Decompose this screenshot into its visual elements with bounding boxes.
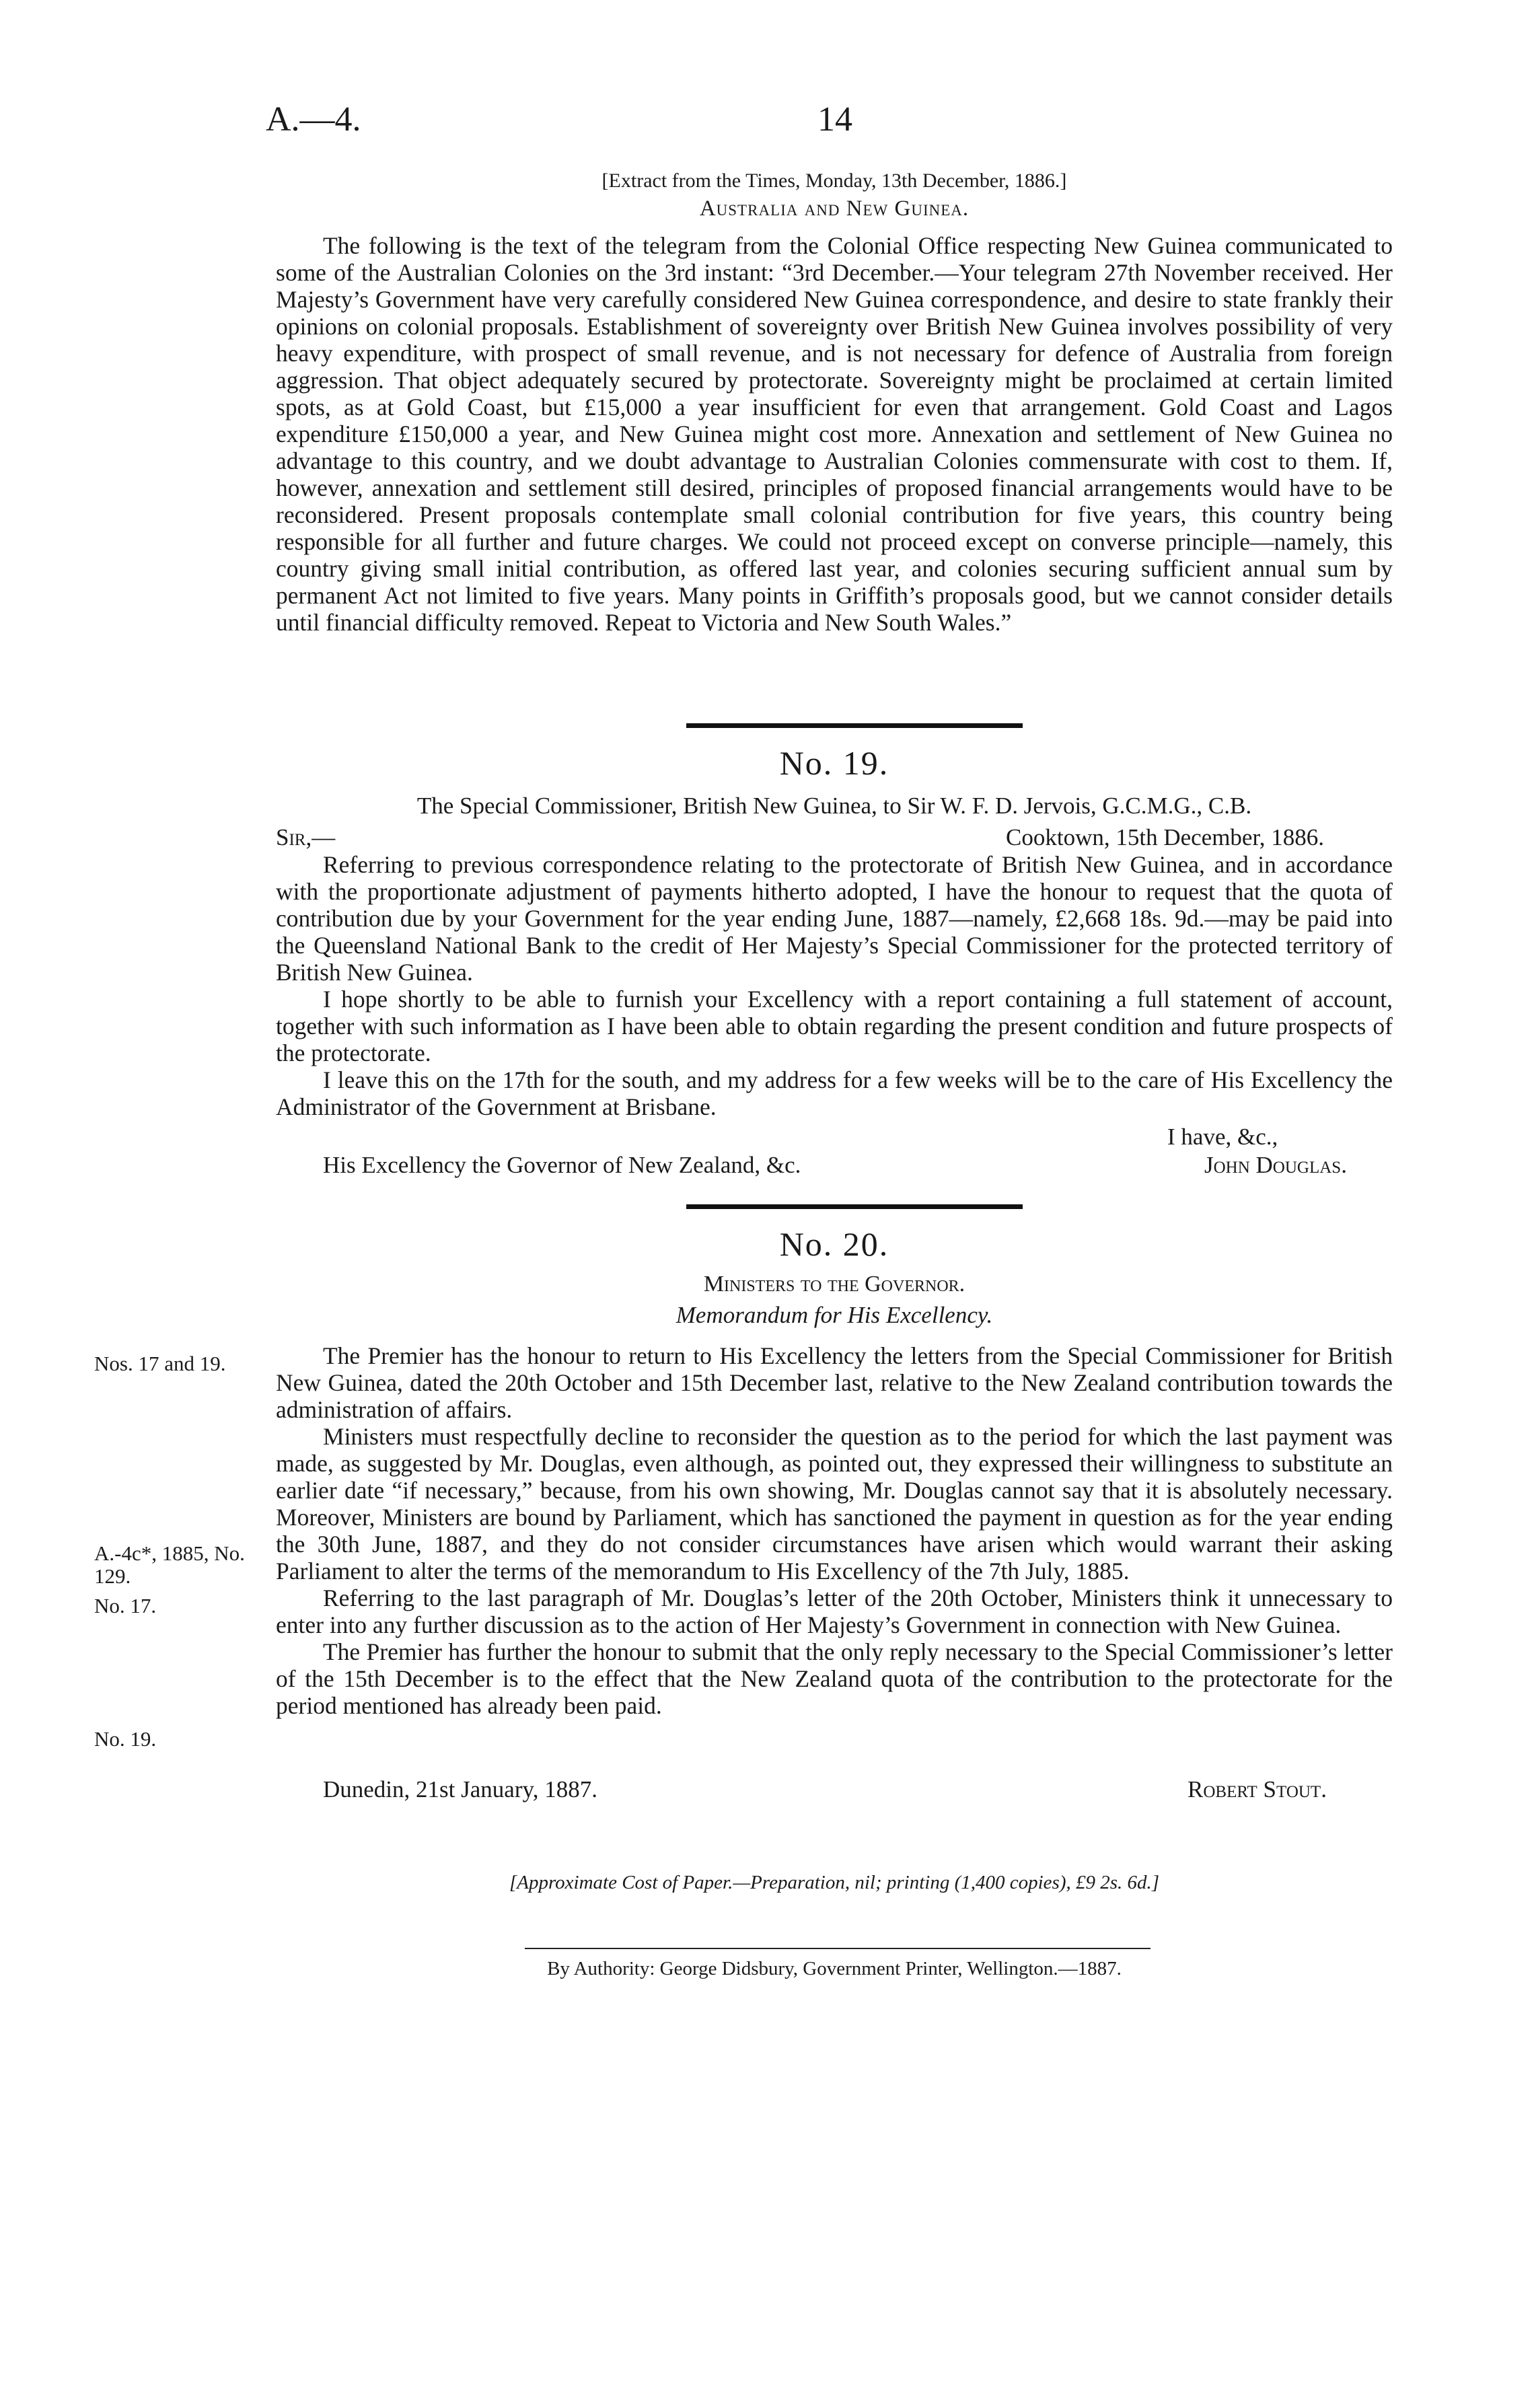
no19-paragraph: Referring to previous correspondence relating to the protectorate of British New Guinea, and in accordance with the proportionate adjustment of payments hitherto adopted, I have the honour to request that the quota of contribution due by your Government for the year ending June, 1887—namely, £2,668 18s. 9d.—may be paid into the Queensland National Bank to the credit of Her Majesty’s Special Commissioner for the protected territory of British New Guinea. (276, 851, 1393, 986)
no20-body (276, 1342, 1393, 1719)
no19-title: No. 19. (779, 744, 889, 782)
no19-salutation: Sir,— (276, 824, 336, 850)
document-reference: A.—4. (266, 100, 361, 139)
footer-rule (525, 1948, 1150, 1949)
no19-body (276, 851, 1393, 1120)
no20-signature: Robert Stout. (1188, 1776, 1327, 1802)
section-divider (686, 723, 1023, 728)
no19-addressee: His Excellency the Governor of New Zealand, &c. (323, 1152, 801, 1178)
cost-note: [Approximate Cost of Paper.—Preparation, nil; printing (1,400 copies), £9 2s. 6d.] (509, 1872, 1160, 1893)
no20-paragraph: Ministers must respectfully decline to reconsider the question as to the period for which the last payment was made, as suggested by Mr. Douglas, even although, as pointed out, they expressed their willingness to substitute an earlier date “if necessary,” because, from his own showing, Mr. Douglas cannot say that it is absolutely necessary. Moreover, Ministers are bound by Parliament, which has sanctioned the payment in question as for the year ending the 30th June, 1887, and they do not consider circumstances have arisen which would warrant their asking Parliament to alter the terms of the memorandum to His Excellency of the 7th July, 1885. (276, 1423, 1393, 1584)
extract-body (276, 232, 1393, 636)
no20-heading: Ministers to the Governor. (703, 1272, 965, 1297)
printer-authority: By Authority: George Didsbury, Government Printer, Wellington.—1887. (547, 1958, 1122, 1979)
extract-title: Australia and New Guinea. (699, 196, 970, 221)
no19-paragraph: I hope shortly to be able to furnish your Excellency with a report containing a full statement of account, together with such information as I have been able to obtain regarding the present condition and future prospects of the protectorate. (276, 986, 1393, 1066)
no20-subheading: Memorandum for His Excellency. (675, 1302, 993, 1328)
extract-source-line: [Extract from the Times, Monday, 13th December, 1886.] (601, 170, 1067, 192)
no19-paragraph: I leave this on the 17th for the south, and my address for a few weeks will be to the care of His Excellency the Administrator of the Government at Brisbane. (276, 1066, 1393, 1120)
margin-note: Nos. 17 and 19. (94, 1352, 226, 1375)
no20-title: No. 20. (779, 1225, 889, 1263)
page-number: 14 (817, 100, 852, 139)
margin-note: No. 17. (94, 1594, 157, 1617)
section-divider (686, 1204, 1023, 1209)
extract-paragraph: The following is the text of the telegram from the Colonial Office respecting New Guinea communicated to some of the Australian Colonies on the 3rd instant: “3rd December.—Your telegram 27th November received. Her Majesty’s Government have very carefully considered New Guinea correspondence, and desire to state frankly their opinions on colonial proposals. Establishment of sovereignty over British New Guinea involves possibility of very heavy expenditure, with prospect of small revenue, and is not necessary for defence of Australia from foreign aggression. That object adequately secured by protectorate. Sovereignty might be proclaimed at certain limited spots, as at Gold Coast, but £15,000 a year insufficient for even that arrangement. Gold Coast and Lagos expenditure £150,000 a year, and New Guinea might cost more. Annexation and settlement of New Guinea no advantage to this country, and we doubt advantage to Australian Colonies commensurate with cost to them. If, however, annexation and settlement still desired, principles of proposed financial arrangements would have to be reconsidered. Present proposals contemplate small colonial contribution for five years, this country being responsible for all further and future charges. We could not proceed except on converse principle—namely, this country giving small initial contribution, as offered last year, and colonies securing sufficient annual sum by permanent Act not limited to five years. Many points in Griffith’s proposals good, but we cannot consider details until financial difficulty removed. Repeat to Victoria and New South Wales.” (276, 232, 1393, 636)
no19-closing: I have, &c., (1167, 1124, 1278, 1150)
no19-heading: The Special Commissioner, British New Guinea, to Sir W. F. D. Jervois, G.C.M.G., C.B. (416, 793, 1252, 819)
no20-paragraph: The Premier has the honour to return to His Excellency the letters from the Special Commissioner for British New Guinea, dated the 20th October and 15th December last, relative to the New Zealand contribution towards the administration of affairs. (276, 1342, 1393, 1423)
no19-place-date: Cooktown, 15th December, 1886. (1006, 824, 1324, 850)
margin-note: No. 19. (94, 1727, 157, 1751)
no20-paragraph: Referring to the last paragraph of Mr. Douglas’s letter of the 20th October, Ministers think it unnecessary to enter into any further discussion as to the action of Her Majesty’s Government in connection with New Guinea. (276, 1584, 1393, 1638)
no19-signature: John Douglas. (1204, 1152, 1347, 1178)
no20-paragraph: The Premier has further the honour to submit that the only reply necessary to the Special Commissioner’s letter of the 15th December is to the effect that the New Zealand quota of the contribution to the protectorate for the period mentioned has already been paid. (276, 1638, 1393, 1719)
margin-note: A.-4c*, 1885, No. 129. (94, 1541, 245, 1588)
no20-place-date: Dunedin, 21st January, 1887. (323, 1776, 597, 1802)
